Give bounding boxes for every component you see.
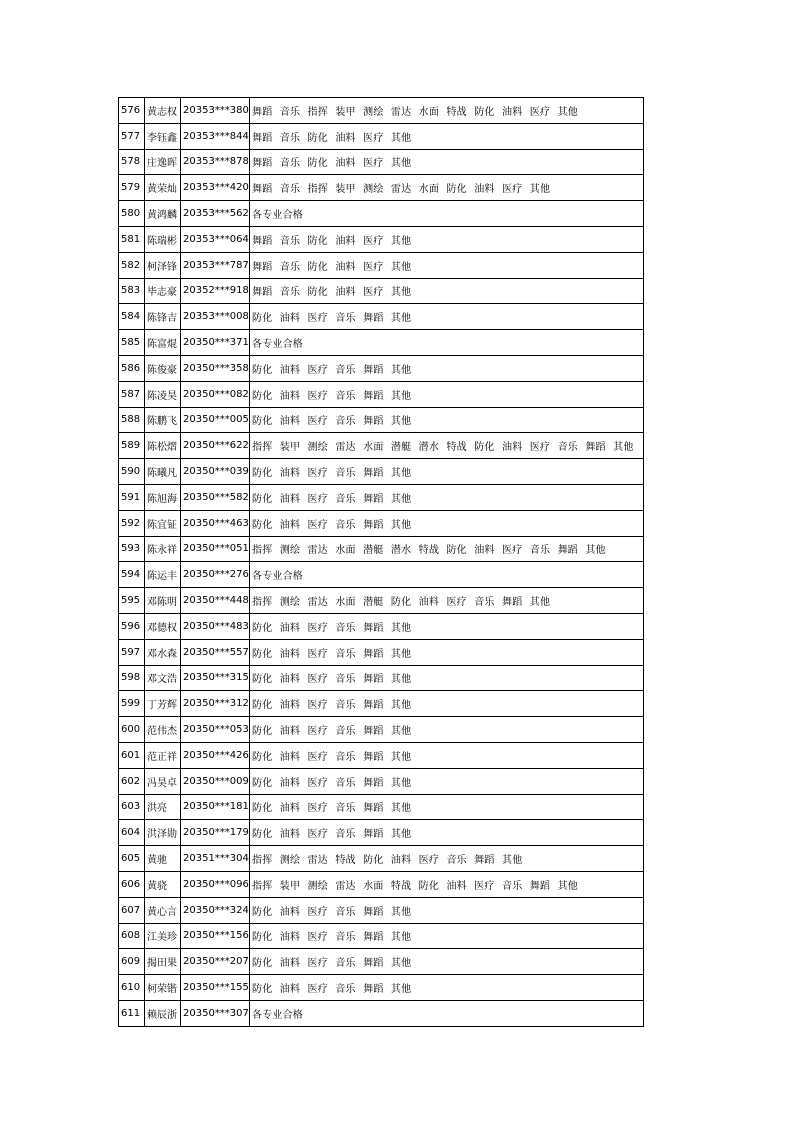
name-cell: 黄驰	[145, 846, 181, 872]
id-number-cell: 20350***312	[181, 691, 250, 717]
table-row	[119, 304, 644, 330]
row-number-cell: 579	[119, 175, 145, 201]
name-cell: 陈鹏飞	[145, 407, 181, 433]
id-number-cell: 20350***426	[181, 742, 250, 768]
row-number-cell: 589	[119, 433, 145, 459]
table-row	[119, 871, 644, 897]
name-cell: 黄志权	[145, 98, 181, 124]
table-row	[119, 742, 644, 768]
table-row	[119, 768, 644, 794]
row-number-cell: 602	[119, 768, 145, 794]
id-number-cell: 20350***371	[181, 330, 250, 356]
id-number-cell: 20350***307	[181, 1000, 250, 1026]
id-number-cell: 20350***156	[181, 923, 250, 949]
row-number-cell: 606	[119, 871, 145, 897]
table-row	[119, 433, 644, 459]
name-cell: 柯泽锋	[145, 252, 181, 278]
name-cell: 黄荣灿	[145, 175, 181, 201]
name-cell: 黄心言	[145, 897, 181, 923]
table-row	[119, 665, 644, 691]
table-row	[119, 588, 644, 614]
qualified-specialties-cell: 防化 油料 医疗 音乐 舞蹈 其他	[250, 613, 644, 639]
name-cell: 陈松熠	[145, 433, 181, 459]
table-row	[119, 846, 644, 872]
table-row	[119, 562, 644, 588]
row-number-cell: 609	[119, 949, 145, 975]
id-number-cell: 20350***096	[181, 871, 250, 897]
row-number-cell: 611	[119, 1000, 145, 1026]
table-row	[119, 330, 644, 356]
name-cell: 陈曦凡	[145, 459, 181, 485]
id-number-cell: 20350***051	[181, 536, 250, 562]
qualified-specialties-cell: 舞蹈 音乐 指挥 装甲 测绘 雷达 水面 特战 防化 油料 医疗 其他	[250, 98, 644, 124]
row-number-cell: 580	[119, 201, 145, 227]
name-cell: 洪泽勋	[145, 820, 181, 846]
qualified-specialties-cell: 防化 油料 医疗 音乐 舞蹈 其他	[250, 717, 644, 743]
qualified-specialties-cell: 防化 油料 医疗 音乐 舞蹈 其他	[250, 665, 644, 691]
qualified-specialties-cell: 各专业合格	[250, 330, 644, 356]
row-number-cell: 590	[119, 459, 145, 485]
name-cell: 陈永祥	[145, 536, 181, 562]
qualified-specialties-cell: 舞蹈 音乐 防化 油料 医疗 其他	[250, 252, 644, 278]
id-number-cell: 20350***009	[181, 768, 250, 794]
id-number-cell: 20353***008	[181, 304, 250, 330]
name-cell: 陈宜钲	[145, 510, 181, 536]
table-row	[119, 175, 644, 201]
table-row	[119, 717, 644, 743]
qualified-specialties-cell: 指挥 测绘 雷达 水面 潜艇 潜水 特战 防化 油料 医疗 音乐 舞蹈 其他	[250, 536, 644, 562]
qualified-specialties-cell: 舞蹈 音乐 指挥 装甲 测绘 雷达 水面 防化 油料 医疗 其他	[250, 175, 644, 201]
row-number-cell: 582	[119, 252, 145, 278]
name-cell: 柯荣锴	[145, 975, 181, 1001]
qualified-specialties-cell: 防化 油料 医疗 音乐 舞蹈 其他	[250, 355, 644, 381]
row-number-cell: 601	[119, 742, 145, 768]
row-number-cell: 596	[119, 613, 145, 639]
id-number-cell: 20350***557	[181, 639, 250, 665]
table-row	[119, 484, 644, 510]
id-number-cell: 20350***179	[181, 820, 250, 846]
qualified-specialties-cell: 舞蹈 音乐 防化 油料 医疗 其他	[250, 123, 644, 149]
name-cell: 庄逸晖	[145, 149, 181, 175]
id-number-cell: 20353***562	[181, 201, 250, 227]
id-number-cell: 20350***005	[181, 407, 250, 433]
qualified-specialties-cell: 防化 油料 医疗 音乐 舞蹈 其他	[250, 459, 644, 485]
qualified-specialties-cell: 防化 油料 医疗 音乐 舞蹈 其他	[250, 820, 644, 846]
name-cell: 李钰鑫	[145, 123, 181, 149]
id-number-cell: 20353***380	[181, 98, 250, 124]
row-number-cell: 605	[119, 846, 145, 872]
name-cell: 毕志豪	[145, 278, 181, 304]
table-row	[119, 355, 644, 381]
name-cell: 陈俊豪	[145, 355, 181, 381]
qualified-specialties-cell: 各专业合格	[250, 562, 644, 588]
table-row	[119, 278, 644, 304]
id-number-cell: 20350***582	[181, 484, 250, 510]
row-number-cell: 587	[119, 381, 145, 407]
id-number-cell: 20350***155	[181, 975, 250, 1001]
qualified-specialties-cell: 防化 油料 医疗 音乐 舞蹈 其他	[250, 768, 644, 794]
table-row	[119, 691, 644, 717]
id-number-cell: 20350***448	[181, 588, 250, 614]
qualified-specialties-cell: 防化 油料 医疗 音乐 舞蹈 其他	[250, 949, 644, 975]
table-row	[119, 226, 644, 252]
name-cell: 冯昊卓	[145, 768, 181, 794]
name-cell: 陈富焜	[145, 330, 181, 356]
qualified-specialties-cell: 各专业合格	[250, 1000, 644, 1026]
row-number-cell: 576	[119, 98, 145, 124]
row-number-cell: 577	[119, 123, 145, 149]
row-number-cell: 578	[119, 149, 145, 175]
row-number-cell: 592	[119, 510, 145, 536]
name-cell: 洪亮	[145, 794, 181, 820]
id-number-cell: 20350***039	[181, 459, 250, 485]
id-number-cell: 20350***463	[181, 510, 250, 536]
qualified-specialties-cell: 防化 油料 医疗 音乐 舞蹈 其他	[250, 304, 644, 330]
name-cell: 邓德权	[145, 613, 181, 639]
row-number-cell: 586	[119, 355, 145, 381]
table-row	[119, 923, 644, 949]
qualified-specialties-cell: 舞蹈 音乐 防化 油料 医疗 其他	[250, 149, 644, 175]
name-cell: 范正祥	[145, 742, 181, 768]
name-cell: 范伟杰	[145, 717, 181, 743]
table-row	[119, 639, 644, 665]
qualified-specialties-cell: 各专业合格	[250, 201, 644, 227]
id-number-cell: 20353***787	[181, 252, 250, 278]
id-number-cell: 20350***324	[181, 897, 250, 923]
id-number-cell: 20350***315	[181, 665, 250, 691]
table-row	[119, 407, 644, 433]
row-number-cell: 603	[119, 794, 145, 820]
qualified-specialties-cell: 防化 油料 医疗 音乐 舞蹈 其他	[250, 923, 644, 949]
table-row	[119, 123, 644, 149]
row-number-cell: 588	[119, 407, 145, 433]
name-cell: 陈旭海	[145, 484, 181, 510]
qualified-specialties-cell: 防化 油料 医疗 音乐 舞蹈 其他	[250, 975, 644, 1001]
row-number-cell: 591	[119, 484, 145, 510]
qualified-specialties-cell: 防化 油料 医疗 音乐 舞蹈 其他	[250, 742, 644, 768]
row-number-cell: 597	[119, 639, 145, 665]
row-number-cell: 608	[119, 923, 145, 949]
qualified-specialties-cell: 防化 油料 医疗 音乐 舞蹈 其他	[250, 639, 644, 665]
qualified-specialties-cell: 指挥 装甲 测绘 雷达 水面 潜艇 潜水 特战 防化 油料 医疗 音乐 舞蹈 其他	[250, 433, 644, 459]
table-row	[119, 252, 644, 278]
table-row	[119, 98, 644, 124]
table-row	[119, 381, 644, 407]
id-number-cell: 20350***622	[181, 433, 250, 459]
qualified-specialties-cell: 指挥 测绘 雷达 特战 防化 油料 医疗 音乐 舞蹈 其他	[250, 846, 644, 872]
qualified-specialties-cell: 防化 油料 医疗 音乐 舞蹈 其他	[250, 794, 644, 820]
name-cell: 丁芳辉	[145, 691, 181, 717]
name-cell: 赖辰浙	[145, 1000, 181, 1026]
row-number-cell: 581	[119, 226, 145, 252]
name-cell: 江美珍	[145, 923, 181, 949]
table-row	[119, 613, 644, 639]
id-number-cell: 20352***918	[181, 278, 250, 304]
row-number-cell: 585	[119, 330, 145, 356]
qualification-table	[118, 97, 644, 1027]
id-number-cell: 20350***053	[181, 717, 250, 743]
qualified-specialties-cell: 防化 油料 医疗 音乐 舞蹈 其他	[250, 897, 644, 923]
qualified-specialties-cell: 舞蹈 音乐 防化 油料 医疗 其他	[250, 278, 644, 304]
table-row	[119, 510, 644, 536]
id-number-cell: 20350***276	[181, 562, 250, 588]
qualified-specialties-cell: 防化 油料 医疗 音乐 舞蹈 其他	[250, 381, 644, 407]
id-number-cell: 20350***207	[181, 949, 250, 975]
name-cell: 陈运丰	[145, 562, 181, 588]
qualified-specialties-cell: 舞蹈 音乐 防化 油料 医疗 其他	[250, 226, 644, 252]
id-number-cell: 20353***844	[181, 123, 250, 149]
row-number-cell: 600	[119, 717, 145, 743]
table-row	[119, 1000, 644, 1026]
table-row	[119, 149, 644, 175]
name-cell: 邓陈明	[145, 588, 181, 614]
table-row	[119, 897, 644, 923]
row-number-cell: 610	[119, 975, 145, 1001]
id-number-cell: 20351***304	[181, 846, 250, 872]
table-body	[119, 98, 644, 1027]
row-number-cell: 598	[119, 665, 145, 691]
name-cell: 揭田果	[145, 949, 181, 975]
name-cell: 陈瑞彬	[145, 226, 181, 252]
id-number-cell: 20350***358	[181, 355, 250, 381]
id-number-cell: 20350***181	[181, 794, 250, 820]
id-number-cell: 20353***420	[181, 175, 250, 201]
name-cell: 陈凌昊	[145, 381, 181, 407]
qualified-specialties-cell: 指挥 装甲 测绘 雷达 水面 特战 防化 油料 医疗 音乐 舞蹈 其他	[250, 871, 644, 897]
qualified-specialties-cell: 防化 油料 医疗 音乐 舞蹈 其他	[250, 407, 644, 433]
name-cell: 邓水森	[145, 639, 181, 665]
qualified-specialties-cell: 防化 油料 医疗 音乐 舞蹈 其他	[250, 510, 644, 536]
row-number-cell: 594	[119, 562, 145, 588]
row-number-cell: 599	[119, 691, 145, 717]
id-number-cell: 20353***878	[181, 149, 250, 175]
row-number-cell: 607	[119, 897, 145, 923]
id-number-cell: 20350***082	[181, 381, 250, 407]
row-number-cell: 584	[119, 304, 145, 330]
table-row	[119, 975, 644, 1001]
table-row	[119, 820, 644, 846]
table-row	[119, 949, 644, 975]
qualified-specialties-cell: 防化 油料 医疗 音乐 舞蹈 其他	[250, 691, 644, 717]
table-row	[119, 794, 644, 820]
name-cell: 邓文浩	[145, 665, 181, 691]
name-cell: 黄骁	[145, 871, 181, 897]
name-cell: 黄鸿麟	[145, 201, 181, 227]
id-number-cell: 20350***483	[181, 613, 250, 639]
row-number-cell: 583	[119, 278, 145, 304]
qualified-specialties-cell: 指挥 测绘 雷达 水面 潜艇 防化 油料 医疗 音乐 舞蹈 其他	[250, 588, 644, 614]
row-number-cell: 604	[119, 820, 145, 846]
table-row	[119, 536, 644, 562]
table-row	[119, 459, 644, 485]
table-row	[119, 201, 644, 227]
row-number-cell: 593	[119, 536, 145, 562]
qualified-specialties-cell: 防化 油料 医疗 音乐 舞蹈 其他	[250, 484, 644, 510]
row-number-cell: 595	[119, 588, 145, 614]
id-number-cell: 20353***064	[181, 226, 250, 252]
name-cell: 陈锋吉	[145, 304, 181, 330]
